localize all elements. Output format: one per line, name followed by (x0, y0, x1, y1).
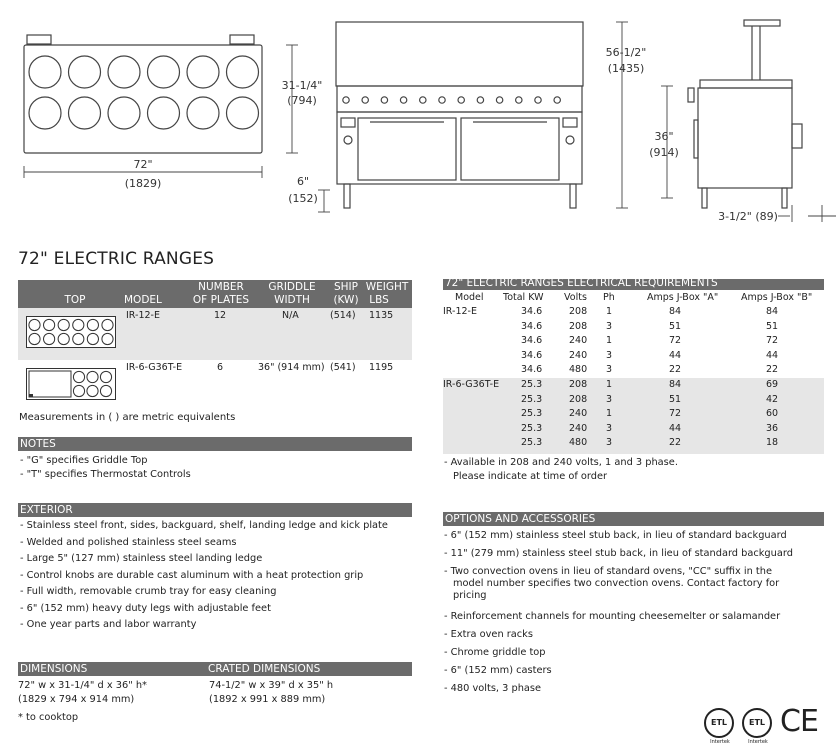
dimensions-line-2: (1829 x 794 x 914 mm) (18, 694, 135, 705)
electrical-amps-a: 44 (669, 349, 682, 361)
header-ship-2: (KW) (333, 294, 359, 306)
electrical-volts-header: Volts (564, 292, 587, 303)
electrical-note-1: - Available in 208 and 240 volts, 1 and 3 phase. (444, 457, 678, 468)
front-view-drawing (336, 22, 583, 208)
electrical-phase: 3 (606, 349, 613, 361)
top-icon-12-plates (26, 316, 116, 348)
electrical-volts: 208 (569, 320, 588, 332)
electrical-total-kw: 34.6 (521, 320, 543, 332)
electrical-row (443, 334, 824, 348)
control-knob (554, 97, 560, 103)
exterior-item-5: - Full width, removable crumb tray for easy cleaning (20, 586, 277, 597)
electrical-amps-a: 51 (669, 393, 682, 405)
crated-dimensions-heading: CRATED DIMENSIONS (208, 663, 321, 675)
hot-plate (227, 97, 259, 129)
electrical-model: IR-12-E (443, 306, 477, 317)
etl-caption-2: Intertek (748, 739, 768, 745)
hot-plate (69, 56, 101, 88)
row2-lbs: 1195 (369, 362, 394, 373)
option-item: model number specifies two convection ovens. Contact factory for (453, 578, 780, 589)
electrical-volts: 480 (569, 437, 588, 449)
side-height-metric: (914) (649, 146, 679, 159)
electrical-phase: 3 (606, 437, 613, 449)
row1-plates: 12 (214, 310, 227, 321)
etl-mark-2 (742, 708, 772, 738)
electrical-row (443, 320, 824, 334)
etl-mark-1-text: ETL (710, 718, 728, 727)
control-knob (535, 97, 541, 103)
row2-model: IR-6-G36T-E (126, 362, 183, 373)
option-item: - 11" (279 mm) stainless steel stub back, in lieu of standard backguard (444, 548, 793, 559)
electrical-phase: 3 (606, 364, 613, 376)
hot-plate (29, 97, 61, 129)
control-knob (458, 97, 464, 103)
electrical-total-kw: 34.6 (521, 306, 543, 317)
electrical-amps-b: 51 (766, 320, 779, 332)
control-knob (477, 97, 483, 103)
header-plates-1: NUMBER (198, 281, 244, 293)
electrical-volts: 480 (569, 364, 588, 376)
electrical-amps-a: 44 (669, 422, 682, 434)
top-width-metric: (1829) (124, 177, 162, 190)
control-knob (362, 97, 368, 103)
electrical-amps-b: 36 (766, 422, 779, 434)
hot-plate (29, 56, 61, 88)
row1-kw: (514) (330, 310, 356, 321)
electrical-heading (443, 279, 824, 290)
electrical-row (443, 378, 824, 392)
control-knob (343, 97, 349, 103)
hot-plate (148, 56, 180, 88)
dimensions-footnote: * to cooktop (18, 712, 79, 723)
electrical-total-kw: 34.6 (521, 349, 543, 361)
electrical-phase: 1 (606, 379, 613, 390)
crated-line-2: (1892 x 991 x 889 mm) (209, 694, 326, 705)
electrical-phase: 3 (606, 393, 613, 405)
electrical-model: IR-6-G36T-E (443, 379, 500, 390)
electrical-amps-b: 69 (766, 379, 779, 390)
note-item-1: - "G" specifies Griddle Top (20, 455, 148, 466)
dimensions-line-1: 72" w x 31-1/4" d x 36" h* (18, 680, 147, 691)
control-knob (400, 97, 406, 103)
electrical-amps-b: 60 (766, 408, 779, 420)
electrical-amps-a: 22 (669, 364, 682, 376)
exterior-item-4: - Control knobs are durable cast aluminum with a heat protection grip (20, 570, 364, 581)
hot-plate (148, 97, 180, 129)
ce-mark: CE (780, 704, 818, 739)
exterior-item-3: - Large 5" (127 mm) stainless steel landing ledge (20, 553, 263, 564)
option-item: - Reinforcement channels for mounting cheesemelter or salamander (444, 611, 781, 622)
electrical-phase: 1 (606, 306, 613, 317)
side-view-drawing (688, 20, 802, 208)
electrical-volts: 240 (569, 349, 588, 361)
hot-plate (187, 97, 219, 129)
control-knob (516, 97, 522, 103)
electrical-total-kw: 25.3 (521, 408, 543, 420)
notes-heading: NOTES (18, 437, 412, 451)
electrical-row (443, 393, 824, 407)
top-view-drawing (24, 35, 262, 153)
electrical-total-kw: 25.3 (521, 379, 543, 390)
header-ship-1: SHIP (334, 281, 358, 293)
etl-mark-1 (704, 708, 734, 738)
electrical-header-row (443, 291, 824, 305)
electrical-volts: 240 (569, 422, 588, 434)
electrical-amps-b: 84 (766, 306, 779, 317)
control-knob (420, 97, 426, 103)
dimensions-heading-bar (18, 662, 412, 676)
etl-caption-1: Intertek (710, 739, 730, 745)
electrical-amps-a-header: Amps J-Box "A" (647, 292, 719, 303)
electrical-amps-a: 72 (669, 408, 682, 420)
option-item: - 6" (152 mm) casters (444, 665, 552, 676)
hot-plate (108, 97, 140, 129)
front-height-label: 56-1/2" (605, 46, 647, 59)
electrical-volts: 208 (569, 393, 588, 405)
top-depth-metric: (794) (287, 94, 317, 107)
electrical-amps-b: 42 (766, 393, 779, 405)
electrical-amps-b: 44 (766, 349, 779, 361)
electrical-amps-b: 22 (766, 364, 779, 376)
header-griddle-2: WIDTH (274, 294, 310, 306)
electrical-total-kw: 25.3 (521, 437, 543, 449)
exterior-item-6: - 6" (152 mm) heavy duty legs with adjustable feet (20, 603, 271, 614)
crated-line-1: 74-1/2" w x 39" d x 35" h (209, 680, 334, 691)
electrical-amps-b-header: Amps J-Box "B" (741, 292, 813, 303)
electrical-phase: 3 (606, 320, 613, 332)
electrical-row (443, 349, 824, 363)
electrical-row (443, 422, 824, 436)
option-item: - Chrome griddle top (444, 647, 546, 658)
option-item: - Extra oven racks (444, 629, 533, 640)
hot-plate (69, 97, 101, 129)
ledge-depth-label: 3-1/2" (89) (718, 210, 778, 223)
electrical-total-kw: 34.6 (521, 335, 543, 347)
electrical-note-2: Please indicate at time of order (453, 471, 608, 482)
option-item: pricing (453, 590, 487, 601)
side-height-label: 36" (654, 130, 674, 143)
electrical-total-kw-header: Total KW (503, 292, 544, 303)
control-knob (496, 97, 502, 103)
options-heading: OPTIONS AND ACCESSORIES (443, 512, 824, 526)
electrical-amps-a: 51 (669, 320, 682, 332)
electrical-phase: 1 (606, 335, 613, 347)
electrical-amps-a: 84 (669, 379, 682, 390)
header-top: TOP (64, 294, 86, 306)
electrical-amps-b: 72 (766, 335, 779, 347)
option-item: - 480 volts, 3 phase (444, 683, 542, 694)
electrical-row (443, 436, 824, 450)
row1-griddle: N/A (282, 310, 299, 321)
electrical-amps-a: 22 (669, 437, 682, 449)
row1-lbs: 1135 (369, 310, 394, 321)
electrical-volts: 240 (569, 335, 588, 347)
row1-model: IR-12-E (126, 310, 160, 321)
electrical-phase: 1 (606, 408, 613, 420)
row2-plates: 6 (217, 362, 224, 373)
top-depth-label: 31-1/4" (281, 79, 323, 92)
electrical-amps-b: 18 (766, 437, 779, 449)
hot-plate (227, 56, 259, 88)
electrical-volts: 240 (569, 408, 588, 420)
electrical-total-kw: 34.6 (521, 364, 543, 376)
control-knob (381, 97, 387, 103)
header-weight-2: LBS (369, 294, 389, 306)
exterior-heading: EXTERIOR (18, 503, 412, 517)
electrical-phase-header: Ph (603, 292, 615, 303)
top-icon-griddle-6-plates (26, 368, 116, 400)
electrical-heading-text: 72" ELECTRIC RANGES ELECTRICAL REQUIREMENTS (445, 277, 718, 289)
exterior-item-1: - Stainless steel front, sides, backguard, shelf, landing ledge and kick plate (20, 520, 388, 531)
header-griddle-1: GRIDDLE (268, 281, 316, 293)
header-weight-1: WEIGHT (365, 281, 409, 293)
technical-drawings (0, 0, 837, 240)
certification-marks (704, 706, 829, 744)
front-height-metric: (1435) (607, 62, 645, 75)
leg-height-metric: (152) (288, 192, 318, 205)
header-plates-2: OF PLATES (192, 294, 250, 306)
electrical-total-kw: 25.3 (521, 393, 543, 405)
top-width-label: 72" (133, 158, 153, 171)
etl-mark-2-text: ETL (748, 718, 766, 727)
header-model: MODEL (124, 294, 162, 306)
electrical-phase: 3 (606, 422, 613, 434)
hot-plate (187, 56, 219, 88)
note-item-2: - "T" specifies Thermostat Controls (20, 469, 191, 480)
electrical-volts: 208 (569, 306, 588, 317)
metric-note: Measurements in ( ) are metric equivalents (19, 412, 236, 423)
exterior-item-2: - Welded and polished stainless steel seams (20, 537, 237, 548)
electrical-row (443, 305, 824, 319)
electrical-amps-a: 72 (669, 335, 682, 347)
option-item: - 6" (152 mm) stainless steel stub back, in lieu of standard backguard (444, 530, 787, 541)
electrical-row (443, 407, 824, 421)
electrical-volts: 208 (569, 379, 588, 390)
row2-griddle: 36" (914 mm) (258, 362, 325, 373)
electrical-total-kw: 25.3 (521, 422, 543, 434)
leg-height-label: 6" (296, 175, 310, 188)
electrical-row (443, 363, 824, 377)
hot-plate (108, 56, 140, 88)
control-knob (439, 97, 445, 103)
electrical-amps-a: 84 (669, 306, 682, 317)
exterior-item-7: - One year parts and labor warranty (20, 619, 197, 630)
electrical-model-header: Model (455, 292, 484, 303)
option-item: - Two convection ovens in lieu of standard ovens, "CC" suffix in the (444, 566, 773, 577)
row2-kw: (541) (330, 362, 356, 373)
dimensions-heading: DIMENSIONS (20, 663, 88, 675)
page-title: 72" ELECTRIC RANGES (18, 249, 215, 269)
